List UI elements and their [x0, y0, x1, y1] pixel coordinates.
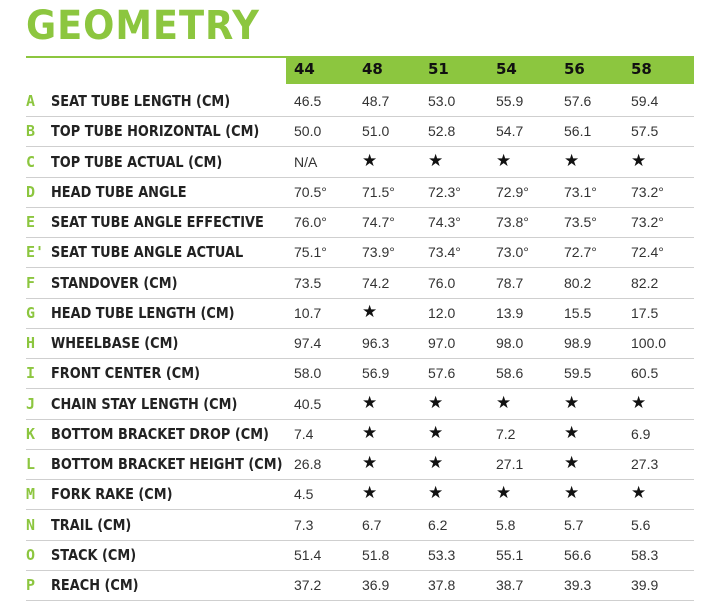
star-icon: ★ — [362, 483, 378, 503]
size-header-5: 58 — [631, 60, 652, 78]
table-cell: 17.5 — [631, 304, 659, 321]
row-letter: E — [26, 213, 36, 231]
table-row — [26, 358, 694, 389]
table-cell: 6.9 — [631, 425, 651, 442]
table-cell: 56.9 — [362, 365, 390, 382]
table-cell: 6.2 — [428, 516, 448, 533]
row-letter: M — [26, 485, 36, 504]
table-cell: 72.4° — [631, 244, 664, 261]
table-cell: 73.0° — [496, 244, 529, 261]
row-label: BOTTOM BRACKET HEIGHT (CM) — [51, 455, 283, 473]
table-cell: 40.5 — [294, 395, 322, 412]
row-letter: K — [26, 424, 36, 443]
star-icon: ★ — [631, 392, 647, 412]
table-row — [26, 116, 694, 147]
size-header-1: 48 — [362, 60, 383, 78]
star-icon: ★ — [564, 453, 580, 472]
table-cell: 56.1 — [564, 123, 592, 140]
table-cell: 73.5° — [564, 214, 597, 230]
row-label: HEAD TUBE LENGTH (CM) — [51, 303, 235, 322]
table-cell: 74.3° — [428, 214, 461, 230]
table-row — [26, 479, 694, 510]
star-icon: ★ — [496, 150, 512, 170]
table-cell: 73.4° — [428, 244, 461, 261]
row-letter: N — [26, 515, 36, 534]
table-cell: 55.9 — [496, 93, 524, 109]
table-cell: 58.6 — [496, 365, 524, 382]
row-letter: F — [26, 273, 36, 292]
table-cell: 78.7 — [496, 274, 524, 291]
table-cell: 80.2 — [564, 274, 592, 291]
table-cell: 5.8 — [496, 516, 516, 533]
row-label: TOP TUBE ACTUAL (CM) — [51, 152, 223, 171]
table-cell: 27.1 — [496, 456, 524, 472]
table-cell: 13.9 — [496, 304, 524, 321]
table-cell: 98.0 — [496, 335, 524, 351]
star-icon: ★ — [428, 483, 444, 503]
table-cell: 27.3 — [631, 456, 659, 472]
star-icon: ★ — [564, 392, 580, 412]
star-icon: ★ — [564, 422, 580, 442]
table-row — [26, 570, 694, 601]
table-cell: 72.7° — [564, 244, 597, 261]
star-icon: ★ — [362, 392, 378, 412]
row-label: WHEELBASE (CM) — [51, 334, 179, 352]
table-cell: 100.0 — [631, 335, 667, 351]
table-row — [26, 268, 694, 299]
table-cell: 73.1° — [564, 183, 597, 200]
table-row — [26, 177, 694, 208]
table-cell: 7.3 — [294, 516, 314, 533]
table-row — [26, 449, 694, 480]
table-row — [26, 540, 694, 571]
table-cell: 74.2 — [362, 274, 390, 291]
table-cell: 56.6 — [564, 546, 592, 563]
row-label: TRAIL (CM) — [51, 515, 132, 534]
table-cell: 39.3 — [564, 577, 592, 593]
table-cell: 71.5° — [362, 183, 395, 200]
page-title: GEOMETRY — [26, 3, 260, 49]
table-cell: 15.5 — [564, 304, 592, 321]
table-cell: 7.2 — [496, 425, 516, 442]
table-row — [26, 510, 694, 541]
row-label: SEAT TUBE LENGTH (CM) — [51, 92, 231, 110]
table-cell: N/A — [294, 153, 318, 170]
star-icon: ★ — [631, 150, 647, 170]
table-cell: 12.0 — [428, 304, 456, 321]
size-header-0: 44 — [294, 60, 315, 78]
table-row — [26, 237, 694, 268]
row-letter: J — [26, 394, 36, 413]
table-cell: 73.5 — [294, 274, 322, 291]
table-cell: 59.5 — [564, 365, 592, 382]
row-label: BOTTOM BRACKET DROP (CM) — [51, 424, 269, 443]
table-cell: 98.9 — [564, 335, 592, 351]
table-cell: 58.3 — [631, 546, 659, 563]
table-cell: 53.0 — [428, 93, 456, 109]
table-cell: 51.4 — [294, 546, 322, 563]
star-icon: ★ — [564, 483, 580, 503]
table-cell: 59.4 — [631, 93, 659, 109]
table-cell: 48.7 — [362, 93, 390, 109]
star-icon: ★ — [496, 392, 512, 412]
row-letter: P — [26, 576, 36, 594]
table-cell: 96.3 — [362, 335, 390, 351]
table-cell: 5.7 — [564, 516, 584, 533]
row-label: SEAT TUBE ANGLE ACTUAL — [51, 243, 244, 262]
row-label: STACK (CM) — [51, 545, 137, 564]
size-header-3: 54 — [496, 60, 517, 78]
row-letter: H — [26, 334, 36, 352]
row-letter: I — [26, 364, 36, 383]
table-cell: 6.7 — [362, 516, 382, 533]
table-cell: 74.7° — [362, 214, 395, 230]
table-cell: 73.2° — [631, 183, 664, 200]
table-cell: 26.8 — [294, 456, 322, 472]
table-cell: 82.2 — [631, 274, 659, 291]
star-icon: ★ — [564, 150, 580, 170]
table-cell: 5.6 — [631, 516, 651, 533]
table-cell: 55.1 — [496, 546, 524, 563]
table-cell: 7.4 — [294, 425, 314, 442]
row-label: HEAD TUBE ANGLE — [51, 182, 187, 201]
table-cell: 75.1° — [294, 244, 327, 261]
table-cell: 76.0° — [294, 214, 327, 230]
table-cell: 51.8 — [362, 546, 390, 563]
star-icon: ★ — [362, 453, 378, 472]
table-row — [26, 207, 694, 238]
table-cell: 37.8 — [428, 577, 456, 593]
table-cell: 60.5 — [631, 365, 659, 382]
table-cell: 53.3 — [428, 546, 456, 563]
table-cell: 10.7 — [294, 304, 322, 321]
row-letter: C — [26, 152, 36, 171]
star-icon: ★ — [362, 422, 378, 442]
size-header-2: 51 — [428, 60, 449, 78]
table-row — [26, 328, 694, 359]
table-cell: 36.9 — [362, 577, 390, 593]
table-cell: 57.5 — [631, 123, 659, 140]
row-label: CHAIN STAY LENGTH (CM) — [51, 394, 238, 413]
table-cell: 58.0 — [294, 365, 322, 382]
star-icon: ★ — [428, 150, 444, 170]
row-label: FRONT CENTER (CM) — [51, 364, 201, 383]
row-letter: L — [26, 455, 36, 473]
star-icon: ★ — [631, 483, 647, 503]
row-letter: O — [26, 545, 36, 564]
row-label: STANDOVER (CM) — [51, 273, 178, 292]
star-icon: ★ — [428, 392, 444, 412]
table-row — [26, 86, 694, 117]
table-cell: 46.5 — [294, 93, 322, 109]
row-letter: B — [26, 122, 36, 141]
table-row — [26, 147, 694, 178]
table-cell: 38.7 — [496, 577, 524, 593]
table-cell: 73.9° — [362, 244, 395, 261]
table-cell: 76.0 — [428, 274, 456, 291]
star-icon: ★ — [362, 301, 378, 321]
row-letter: A — [26, 92, 36, 110]
table-cell: 51.0 — [362, 123, 390, 140]
row-label: TOP TUBE HORIZONTAL (CM) — [51, 122, 260, 141]
table-cell: 50.0 — [294, 123, 322, 140]
table-row — [26, 298, 694, 329]
row-letter: G — [26, 303, 36, 322]
table-cell: 72.3° — [428, 183, 461, 200]
table-cell: 37.2 — [294, 577, 322, 593]
table-cell: 57.6 — [428, 365, 456, 382]
star-icon: ★ — [428, 422, 444, 442]
table-cell: 72.9° — [496, 183, 529, 200]
row-label: FORK RAKE (CM) — [51, 485, 173, 504]
table-cell: 57.6 — [564, 93, 592, 109]
star-icon: ★ — [362, 150, 378, 170]
table-cell: 4.5 — [294, 486, 314, 503]
table-cell: 54.7 — [496, 123, 524, 140]
table-cell: 97.4 — [294, 335, 322, 351]
star-icon: ★ — [496, 483, 512, 503]
size-header-4: 56 — [564, 60, 585, 78]
row-letter: E' — [26, 243, 45, 262]
table-cell: 70.5° — [294, 183, 327, 200]
table-cell: 39.9 — [631, 577, 659, 593]
table-cell: 73.8° — [496, 214, 529, 230]
table-cell: 97.0 — [428, 335, 456, 351]
table-cell: 73.2° — [631, 214, 664, 230]
table-row — [26, 389, 694, 420]
row-label: REACH (CM) — [51, 576, 139, 594]
row-letter: D — [26, 182, 36, 201]
star-icon: ★ — [428, 453, 444, 472]
row-label: SEAT TUBE ANGLE EFFECTIVE — [51, 213, 264, 231]
table-row — [26, 419, 694, 450]
table-cell: 52.8 — [428, 123, 456, 140]
